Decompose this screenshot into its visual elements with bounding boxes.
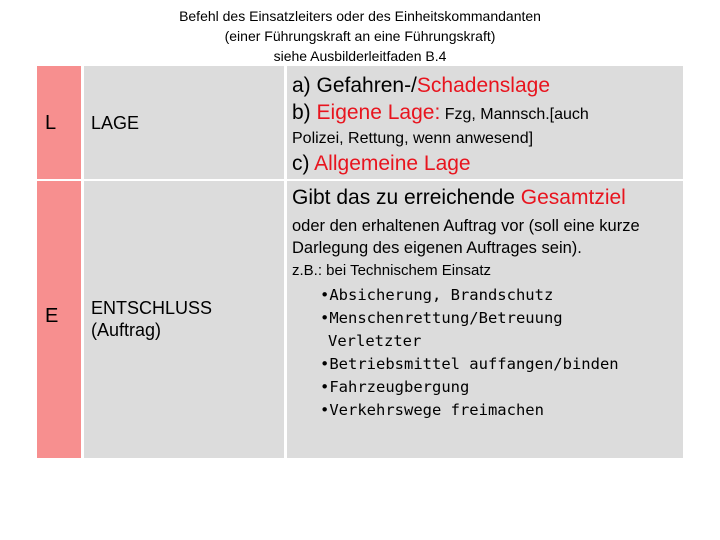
list-item: •Absicherung, Brandschutz — [320, 286, 554, 304]
letter-cell — [37, 181, 81, 458]
table-row-lage — [37, 66, 683, 179]
lage-items — [292, 72, 679, 177]
letter-cell — [37, 66, 81, 179]
slide-header — [0, 6, 720, 66]
row-name: ENTSCHLUSS (Auftrag) — [91, 298, 213, 340]
list-item-continuation: Verletzter — [328, 332, 422, 350]
row-letter: L — [45, 112, 57, 134]
table-row-entschluss — [37, 181, 683, 458]
header-line-2: (einer Führungskraft an eine Führungskraft) — [224, 28, 496, 44]
bullet-list — [292, 284, 679, 422]
example-heading: z.B.: bei Technischem Einsatz — [292, 262, 491, 279]
entschluss-content — [292, 184, 679, 422]
item-b-detail: Polizei, Rettung, wenn anwesend] — [292, 130, 534, 147]
description-cell — [287, 66, 683, 179]
name-cell — [84, 181, 284, 458]
item-b: b) Eigene Lage: Fzg, Mannsch.[auch — [292, 101, 589, 124]
list-item: •Fahrzeugbergung — [320, 378, 470, 396]
list-item: •Verkehrswege freimachen — [320, 401, 544, 419]
description-cell — [287, 181, 683, 458]
item-a: a) Gefahren-/Schadenslage — [292, 74, 551, 97]
row-letter: E — [45, 305, 59, 327]
item-c: c) Allgemeine Lage — [292, 152, 471, 175]
list-item: •Betriebsmittel auffangen/binden — [320, 355, 619, 373]
description-text: oder den erhaltenen Auftrag vor (soll eine kurze Darlegung des eigenen Auftrages sein). — [292, 217, 640, 257]
header-line-1: Befehl des Einsatzleiters oder des Einheitskommandanten — [179, 8, 541, 24]
header-line-3: siehe Ausbilderleitfaden B.4 — [273, 48, 447, 64]
list-item: •Menschenrettung/Betreuung — [320, 309, 563, 327]
name-cell — [84, 66, 284, 179]
intro-line: Gibt das zu erreichende Gesamtziel — [292, 186, 626, 209]
row-name: LAGE — [91, 113, 140, 133]
